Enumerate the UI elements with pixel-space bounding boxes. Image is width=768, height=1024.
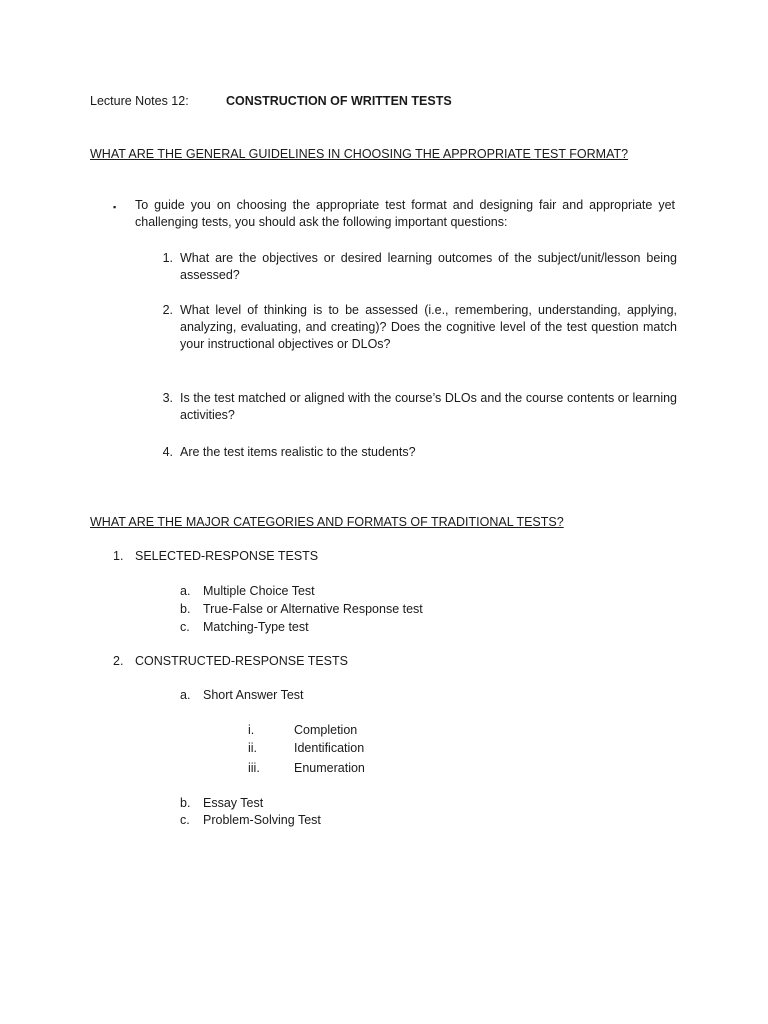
item-text: True-False or Alternative Response test (203, 602, 423, 616)
roman-numeral: iii. (248, 761, 260, 775)
bullet-marker: ▪ (113, 202, 117, 212)
question-text: Is the test matched or aligned with the course’s DLOs and the course contents or learning activities? (180, 391, 677, 422)
question-text: Are the test items realistic to the students? (180, 445, 416, 459)
item-text: Matching-Type test (203, 620, 309, 634)
category-number: 1. (113, 549, 124, 563)
category-label: SELECTED-RESPONSE TESTS (135, 549, 319, 563)
short-answer-type: Identification (294, 741, 365, 755)
bullet-paragraph: To guide you on choosing the appropriate test format and designing fair and appropriate yet challenging tests, you should ask the following important questions: (135, 198, 675, 229)
category-number: 2. (113, 654, 124, 668)
item-text: Short Answer Test (203, 688, 304, 702)
item-letter: b. (180, 796, 191, 810)
question-number: 3. (162, 391, 173, 405)
item-letter: a. (180, 688, 191, 702)
category-label: CONSTRUCTED-RESPONSE TESTS (135, 654, 348, 668)
item-text: Problem-Solving Test (203, 813, 321, 827)
question-text: What are the objectives or desired learning outcomes of the subject/unit/lesson being assessed? (180, 251, 677, 282)
item-letter: c. (180, 620, 190, 634)
question-number: 1. (162, 251, 173, 265)
question-number: 2. (162, 303, 173, 317)
roman-numeral: i. (248, 723, 255, 737)
item-letter: a. (180, 584, 191, 598)
section-heading-categories: WHAT ARE THE MAJOR CATEGORIES AND FORMATS OF TRADITIONAL TESTS? (90, 515, 564, 529)
item-text: Essay Test (203, 796, 264, 810)
item-text: Multiple Choice Test (203, 584, 315, 598)
short-answer-type: Completion (294, 723, 358, 737)
lecture-label: Lecture Notes 12: (90, 94, 189, 108)
short-answer-type: Enumeration (294, 761, 365, 775)
section-heading-guidelines: WHAT ARE THE GENERAL GUIDELINES IN CHOOSING THE APPROPRIATE TEST FORMAT? (90, 147, 629, 161)
lecture-title: CONSTRUCTION OF WRITTEN TESTS (226, 94, 452, 108)
item-letter: c. (180, 813, 190, 827)
question-text: What level of thinking is to be assessed (i.e., remembering, understanding, applying, analyzing, evaluating, and creating)? Does the cognitive level of the test question match your instructional objectives or DLOs? (180, 303, 677, 351)
roman-numeral: ii. (248, 741, 258, 755)
question-number: 4. (162, 445, 173, 459)
item-letter: b. (180, 602, 191, 616)
